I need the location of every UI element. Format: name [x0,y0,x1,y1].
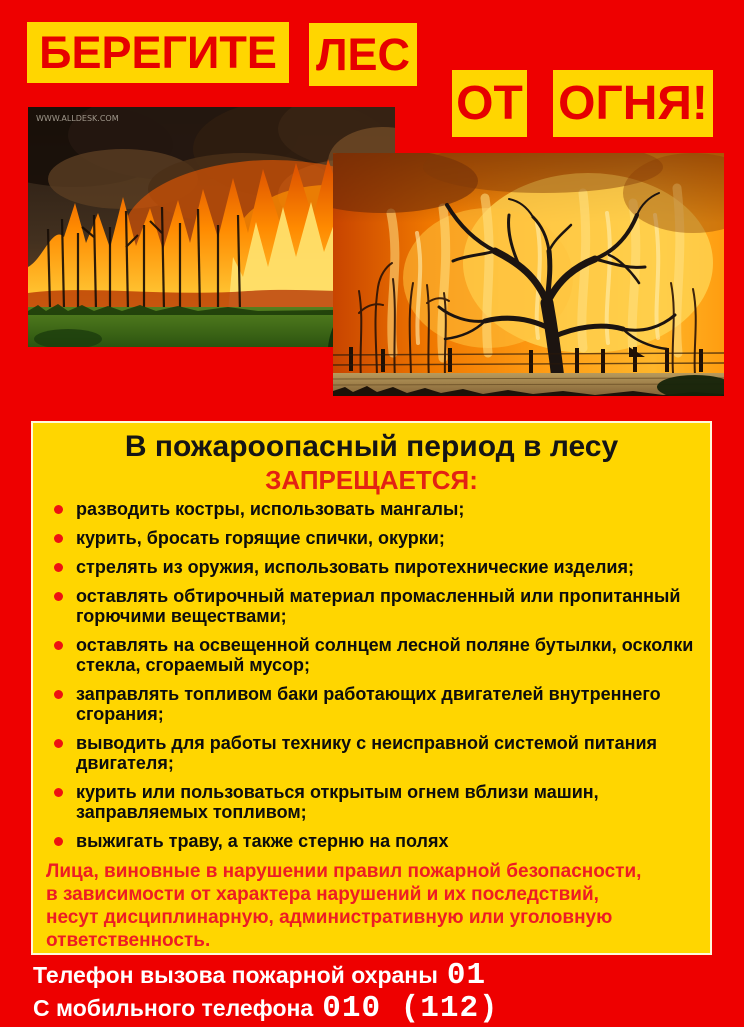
title-text: ОТ [456,76,523,130]
rules-subheading: ЗАПРЕЩАЕТСЯ: [265,465,478,495]
rule-item [76,733,698,773]
rule-item [76,499,698,519]
bullet-icon [54,641,63,650]
title-text: ОГНЯ! [558,76,708,130]
bullet-icon [54,563,63,572]
warning-line: несут дисциплинарную, административную или уголовную [46,907,613,928]
liability-warning [46,860,700,952]
fire-phone-row [33,959,499,992]
photo-dead-tree-fire [333,153,724,396]
emergency-phones [33,959,499,1025]
bullet-icon [54,788,63,797]
mobile-phone-row [33,992,499,1025]
rule-text: стрелять из оружия, использовать пиротехнические изделия; [76,557,634,577]
bullet-icon [54,690,63,699]
warning-line: в зависимости от характера нарушений и их последствий, [46,884,599,905]
fire-phone-number: 01 [446,958,487,993]
bullet-icon [54,739,63,748]
rule-text: заправлять топливом баки работающих двигателей внутреннего сгорания; [76,684,661,724]
rule-text: курить, бросать горящие спички, окурки; [76,528,445,548]
bullet-icon [54,505,63,514]
warning-line: Лица, виновные в нарушении правил пожарной безопасности, [46,861,642,882]
title-word-beregite [27,22,289,83]
bullet-icon [54,534,63,543]
rule-text: выводить для работы технику с неисправной системой питания двигателя; [76,733,658,773]
mobile-phone-label: С мобильного телефона [33,995,314,1021]
rule-text: курить или пользоваться открытым огнем вблизи машин, заправляемых топливом; [76,782,599,822]
rule-item [76,684,698,724]
prohibited-list [33,499,710,851]
rule-item [76,586,698,626]
rule-item [76,528,698,548]
rule-text: оставлять обтирочный материал промасленный или пропитанный горючими веществами; [76,586,681,626]
rule-item [76,831,698,851]
bullet-icon [54,592,63,601]
rules-box [31,421,712,955]
rule-text: оставлять на освещенной солнцем лесной поляне бутылки, осколки стекла, сгораемый мусор; [76,635,694,675]
photo-watermark: WWW.ALLDESK.COM [36,114,119,123]
dead-tree-fire-illustration [333,153,724,396]
rule-text: разводить костры, использовать мангалы; [76,499,465,519]
bullet-icon [54,837,63,846]
rule-item [76,635,698,675]
rules-heading: В пожароопасный период в лесу [124,430,619,463]
title-word-ognya [553,70,713,137]
rule-text: выжигать траву, а также стерню на полях [76,831,449,851]
rule-item [76,782,698,822]
rule-item [76,557,698,577]
title-word-ot [452,70,527,137]
warning-line: ответственность. [46,930,211,951]
title-text: БЕРЕГИТЕ [39,27,277,78]
mobile-phone-number: 010 (112) [322,991,499,1026]
fire-phone-label: Телефон вызова пожарной охраны [33,962,438,988]
title-word-les [309,23,417,86]
title-text: ЛЕС [315,29,411,80]
